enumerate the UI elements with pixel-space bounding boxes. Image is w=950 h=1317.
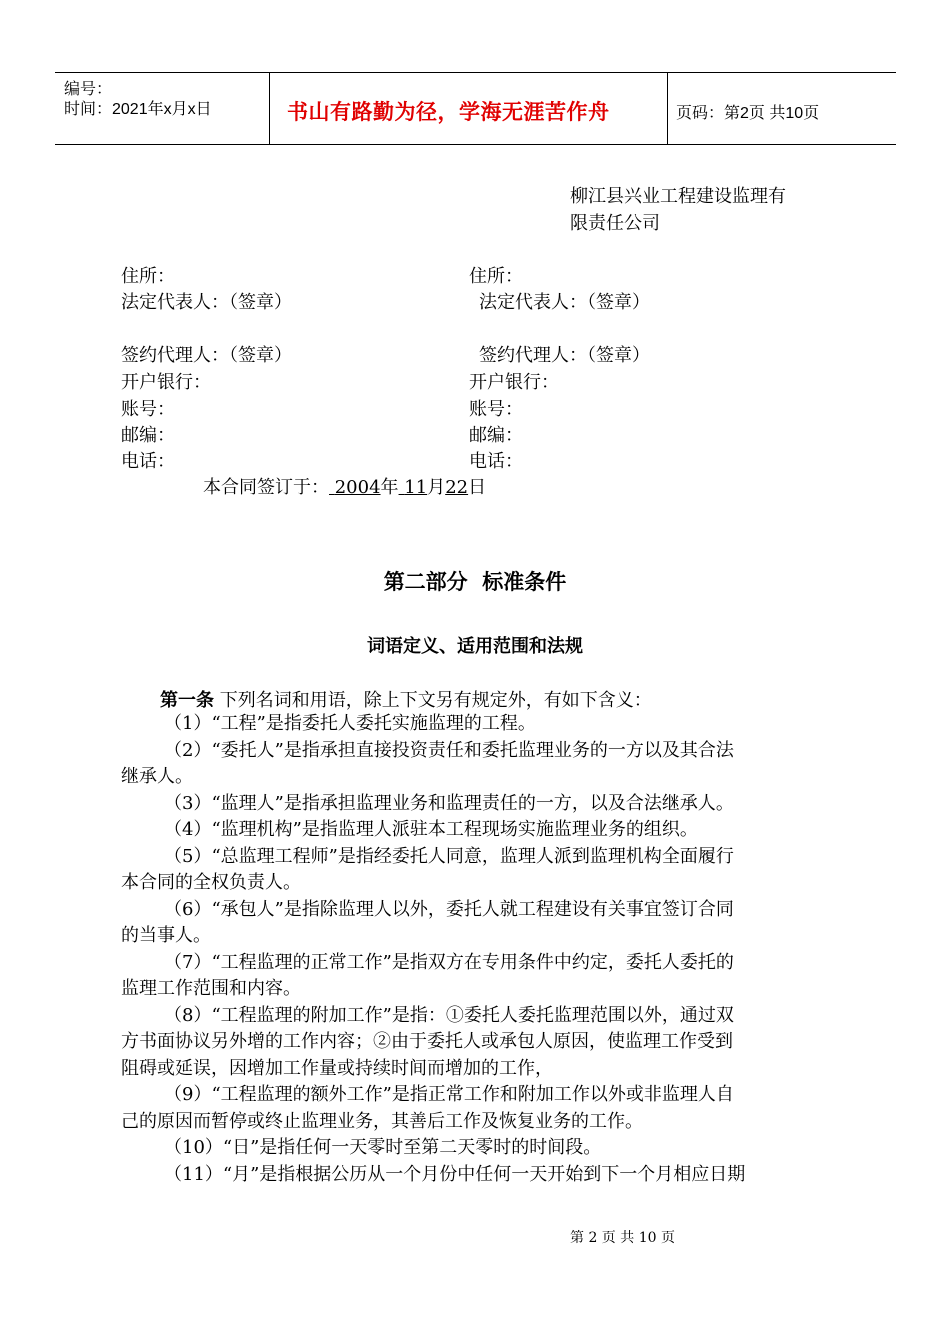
article-1-label: 第一条 [160,690,214,711]
header-top-rule [55,72,896,73]
page-footer: 第 2 页 共 10 页 [570,1230,675,1246]
left-bank-label: 开户银行： [121,372,211,393]
definition-line: 方书面协议另外增的工作内容；②由于委托人或承包人原因，使监理工作受到 [121,1031,733,1052]
left-agent-label: 签约代理人：（签章） [121,345,292,366]
article-1-text: 下列名词和用语，除上下文另有规定外，有如下含义： [219,690,652,711]
definition-line: （10）“日”是指任何一天零时至第二天零时的时间段。 [164,1137,602,1158]
signed-month: 11 [404,477,428,498]
left-legal-rep-label: 法定代表人：（签章） [121,292,292,313]
company-name-line-1: 柳江县兴业工程建设监理有 [570,186,786,207]
right-bank-label: 开户银行： [469,372,559,393]
section-title: 词语定义、适用范围和法规 [367,636,583,657]
definition-line: 的当事人。 [121,925,211,946]
left-phone-label: 电话： [121,451,175,472]
definition-line: （8）“工程监理的附加工作”是指：①委托人委托监理范围以外，通过双 [164,1004,734,1026]
article-1-intro [160,686,652,712]
definition-line: 阻碍或延误，因增加工作量或持续时间而增加的工作， [121,1057,553,1079]
document-time-label: 时间：2021年x月x日 [64,101,212,118]
definition-line: （1）“工程”是指委托人委托实施监理的工程。 [164,713,536,734]
page-number-label: 页码：第2页 共10页 [676,105,820,122]
right-legal-rep-label: 法定代表人：（签章） [479,292,650,313]
header-motto: 书山有路勤为径，学海无涯苦作舟 [287,100,610,124]
definition-line: （11）“月”是指根据公历从一个月份中任何一天开始到下一个月相应日期 [164,1163,746,1185]
header-divider-left [269,72,270,145]
signed-date-prefix: 本合同签订于： [203,477,329,498]
definition-line: 本合同的全权负责人。 [121,872,301,893]
definition-line: （4）“监理机构”是指监理人派驻本工程现场实施监理业务的组织。 [164,819,698,840]
header-divider-right [667,72,668,145]
signed-year-unit: 年 [380,477,399,498]
company-name-line-2: 限责任公司 [570,213,660,234]
header-bottom-rule [55,144,896,145]
definition-line: 继承人。 [121,766,193,787]
signed-day-unit: 日 [468,477,487,498]
part-title: 第二部分 标准条件 [383,570,567,594]
left-postcode-label: 邮编： [121,425,175,446]
right-address-label: 住所： [469,266,523,287]
definition-line: （7）“工程监理的正常工作”是指双方在专用条件中约定，委托人委托的 [164,951,734,973]
definition-line: 己的原因而暂停或终止监理业务，其善后工作及恢复业务的工作。 [121,1110,643,1132]
signed-year: 2004 [334,477,381,498]
right-account-label: 账号： [469,399,523,420]
document-number-label: 编号： [64,81,113,98]
definition-line: （3）“监理人”是指承担监理业务和监理责任的一方，以及合法继承人。 [164,792,734,814]
signed-month-unit: 月 [427,477,446,498]
left-account-label: 账号： [121,399,175,420]
right-phone-label: 电话： [469,451,523,472]
right-postcode-label: 邮编： [469,425,523,446]
right-agent-label: 签约代理人：（签章） [479,345,650,366]
definition-line: （2）“委托人”是指承担直接投资责任和委托监理业务的一方以及其合法 [164,739,734,761]
definition-line: （6）“承包人”是指除监理人以外，委托人就工程建设有关事宜签订合同 [164,898,734,920]
definition-line: （9）“工程监理的额外工作”是指正常工作和附加工作以外或非监理人自 [164,1084,734,1105]
signed-date-line [203,473,486,499]
left-address-label: 住所： [121,266,175,287]
signed-day: 22 [445,477,469,498]
definition-line: 监理工作范围和内容。 [121,978,301,999]
definition-line: （5）“总监理工程师”是指经委托人同意，监理人派到监理机构全面履行 [164,845,734,867]
